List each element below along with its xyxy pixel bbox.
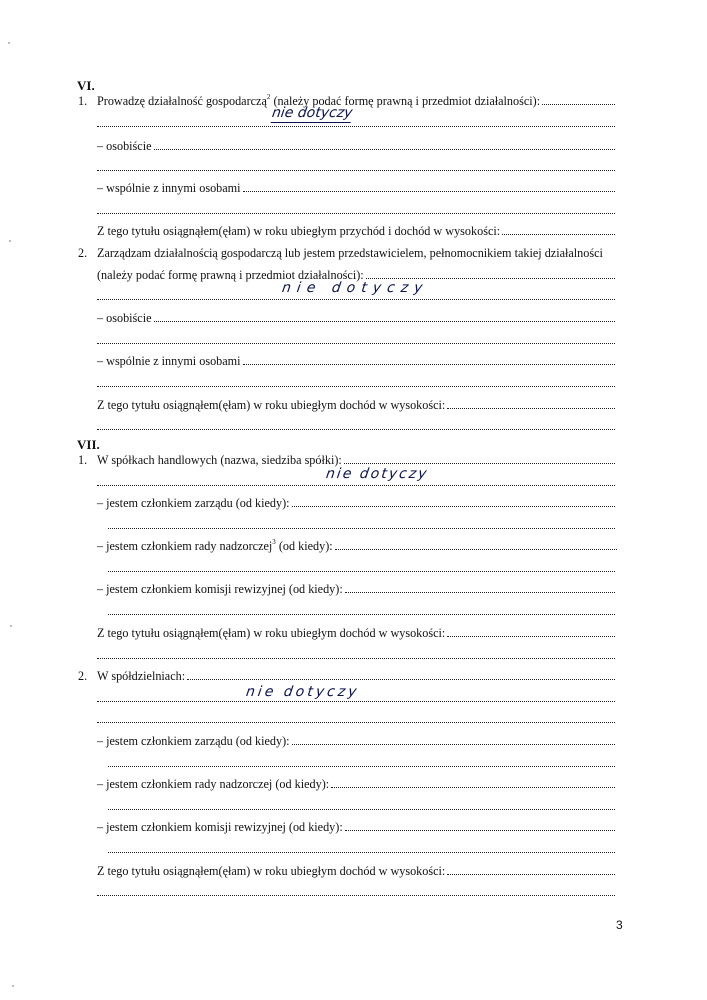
answer-dotted-line[interactable] — [292, 734, 615, 745]
scan-speck — [10, 625, 12, 627]
section-vii-heading: VII. — [77, 437, 100, 452]
jointly-label: – wspólnie z innymi osobami — [97, 181, 241, 195]
answer-dotted-line[interactable] — [542, 94, 615, 105]
supervisory-board-label: – jestem członkiem rady nadzorczej (od kiedy): — [97, 777, 330, 791]
handwritten-answer — [281, 280, 430, 296]
answer-line[interactable] — [97, 648, 615, 659]
answer-dotted-line[interactable] — [97, 333, 615, 344]
answer-dotted-line[interactable] — [97, 648, 615, 659]
audit-committee-line — [97, 582, 615, 597]
scan-speck — [9, 240, 11, 242]
answer-dotted-line[interactable] — [292, 496, 615, 507]
answer-line[interactable] — [108, 604, 615, 615]
handwritten-text: nie dotyczy — [280, 280, 430, 296]
item-number: 1. — [78, 453, 88, 467]
personally-line — [97, 311, 615, 326]
answer-dotted-line[interactable] — [97, 376, 615, 387]
handwritten-text: nie dotyczy — [244, 684, 361, 700]
item-number: 2. — [78, 246, 88, 260]
answer-dotted-line[interactable] — [447, 626, 615, 637]
handwritten-answer — [245, 684, 361, 700]
answer-dotted-line[interactable] — [243, 354, 615, 365]
answer-dotted-line[interactable] — [97, 712, 615, 723]
answer-dotted-line[interactable] — [97, 419, 615, 430]
section-vi-heading: VI. — [77, 78, 95, 93]
answer-dotted-line[interactable] — [447, 864, 615, 875]
supervisory-board-label: – jestem członkiem rady nadzorczej — [97, 539, 273, 553]
income-label: Z tego tytułu osiągnąłem(ęłam) w roku ubiegłym przychód i dochód w wysokości: — [97, 224, 501, 238]
income-line — [97, 864, 615, 879]
answer-dotted-line[interactable] — [366, 268, 615, 279]
answer-dotted-line[interactable] — [154, 139, 616, 150]
answer-line[interactable] — [97, 419, 615, 430]
jointly-line — [97, 181, 615, 196]
answer-dotted-line[interactable] — [335, 539, 617, 550]
management-label-cont: (należy podać formę prawną i przedmiot działalności): — [97, 268, 364, 282]
answer-dotted-line[interactable] — [502, 224, 615, 235]
answer-dotted-line[interactable] — [108, 561, 615, 572]
answer-line[interactable] — [108, 561, 615, 572]
income-line — [97, 398, 615, 413]
answer-line[interactable] — [97, 885, 615, 896]
page-number: 3 — [616, 918, 623, 932]
audit-committee-line — [97, 820, 615, 835]
answer-dotted-line[interactable] — [97, 203, 615, 214]
management-line — [97, 246, 615, 261]
supervisory-board-label-cont: (od kiedy): — [275, 539, 333, 553]
answer-line[interactable] — [97, 333, 615, 344]
scan-speck — [8, 42, 10, 44]
business-activity-label-cont: (należy podać formę prawną i przedmiot działalności): — [270, 94, 541, 108]
handwritten-answer — [271, 105, 354, 121]
answer-dotted-line[interactable] — [345, 582, 615, 593]
footnote-ref: 2 — [266, 92, 271, 101]
cooperatives-line — [97, 669, 615, 684]
answer-line[interactable] — [97, 160, 615, 171]
answer-line[interactable] — [108, 756, 615, 767]
handwritten-underline — [271, 122, 352, 123]
answer-dotted-line[interactable] — [108, 604, 615, 615]
management-label: Zarządzam działalnością gospodarczą lub jestem przedstawicielem, pełnomocnikiem takiej działalności — [97, 246, 603, 260]
income-line — [97, 626, 615, 641]
income-label: Z tego tytułu osiągnąłem(ęłam) w roku ubiegłym dochód w wysokości: — [97, 626, 446, 640]
answer-dotted-line[interactable] — [154, 311, 616, 322]
answer-line[interactable] — [97, 116, 615, 127]
answer-dotted-line[interactable] — [187, 669, 615, 680]
audit-committee-label: – jestem członkiem komisji rewizyjnej (od kiedy): — [97, 582, 343, 596]
business-activity-line — [97, 94, 615, 109]
handwritten-text: nie dotyczy — [270, 105, 354, 121]
answer-line[interactable] — [108, 518, 615, 529]
supervisory-board-line — [97, 539, 617, 554]
answer-dotted-line[interactable] — [97, 885, 615, 896]
jointly-line — [97, 354, 615, 369]
supervisory-board-line — [97, 777, 615, 792]
item-number: 2. — [78, 669, 88, 683]
scan-speck — [12, 985, 14, 987]
handwritten-answer — [325, 466, 430, 482]
answer-dotted-line[interactable] — [331, 777, 615, 788]
answer-line[interactable] — [97, 376, 615, 387]
answer-dotted-line[interactable] — [97, 116, 615, 127]
jointly-label: – wspólnie z innymi osobami — [97, 354, 241, 368]
board-label: – jestem członkiem zarządu (od kiedy): — [97, 496, 290, 510]
companies-label: W spółkach handlowych (nazwa, siedziba spółki): — [97, 453, 342, 467]
board-line — [97, 734, 615, 749]
income-label: Z tego tytułu osiągnąłem(ęłam) w roku ubiegłym dochód w wysokości: — [97, 864, 446, 878]
cooperatives-label: W spółdzielniach: — [97, 669, 186, 683]
personally-label: – osobiście — [97, 311, 152, 325]
board-line — [97, 496, 615, 511]
handwritten-text: nie dotyczy — [324, 466, 430, 482]
answer-dotted-line[interactable] — [108, 842, 615, 853]
answer-line[interactable] — [97, 203, 615, 214]
item-number: 1. — [78, 94, 88, 108]
board-label: – jestem członkiem zarządu (od kiedy): — [97, 734, 290, 748]
audit-committee-label: – jestem członkiem komisji rewizyjnej (od kiedy): — [97, 820, 343, 834]
answer-dotted-line[interactable] — [344, 453, 615, 464]
answer-dotted-line[interactable] — [243, 181, 615, 192]
answer-dotted-line[interactable] — [108, 799, 615, 810]
personally-line — [97, 139, 615, 154]
answer-line[interactable] — [108, 799, 615, 810]
answer-dotted-line[interactable] — [345, 820, 615, 831]
answer-line[interactable] — [108, 842, 615, 853]
answer-dotted-line[interactable] — [447, 398, 615, 409]
answer-dotted-line[interactable] — [108, 756, 615, 767]
footnote-ref: 3 — [272, 537, 276, 546]
income-line — [97, 224, 615, 239]
business-activity-label: Prowadzę działalność gospodarczą — [97, 94, 267, 108]
answer-dotted-line[interactable] — [97, 160, 615, 171]
answer-line[interactable] — [97, 712, 615, 723]
answer-dotted-line[interactable] — [108, 518, 615, 529]
personally-label: – osobiście — [97, 139, 152, 153]
income-label: Z tego tytułu osiągnąłem(ęłam) w roku ubiegłym dochód w wysokości: — [97, 398, 446, 412]
